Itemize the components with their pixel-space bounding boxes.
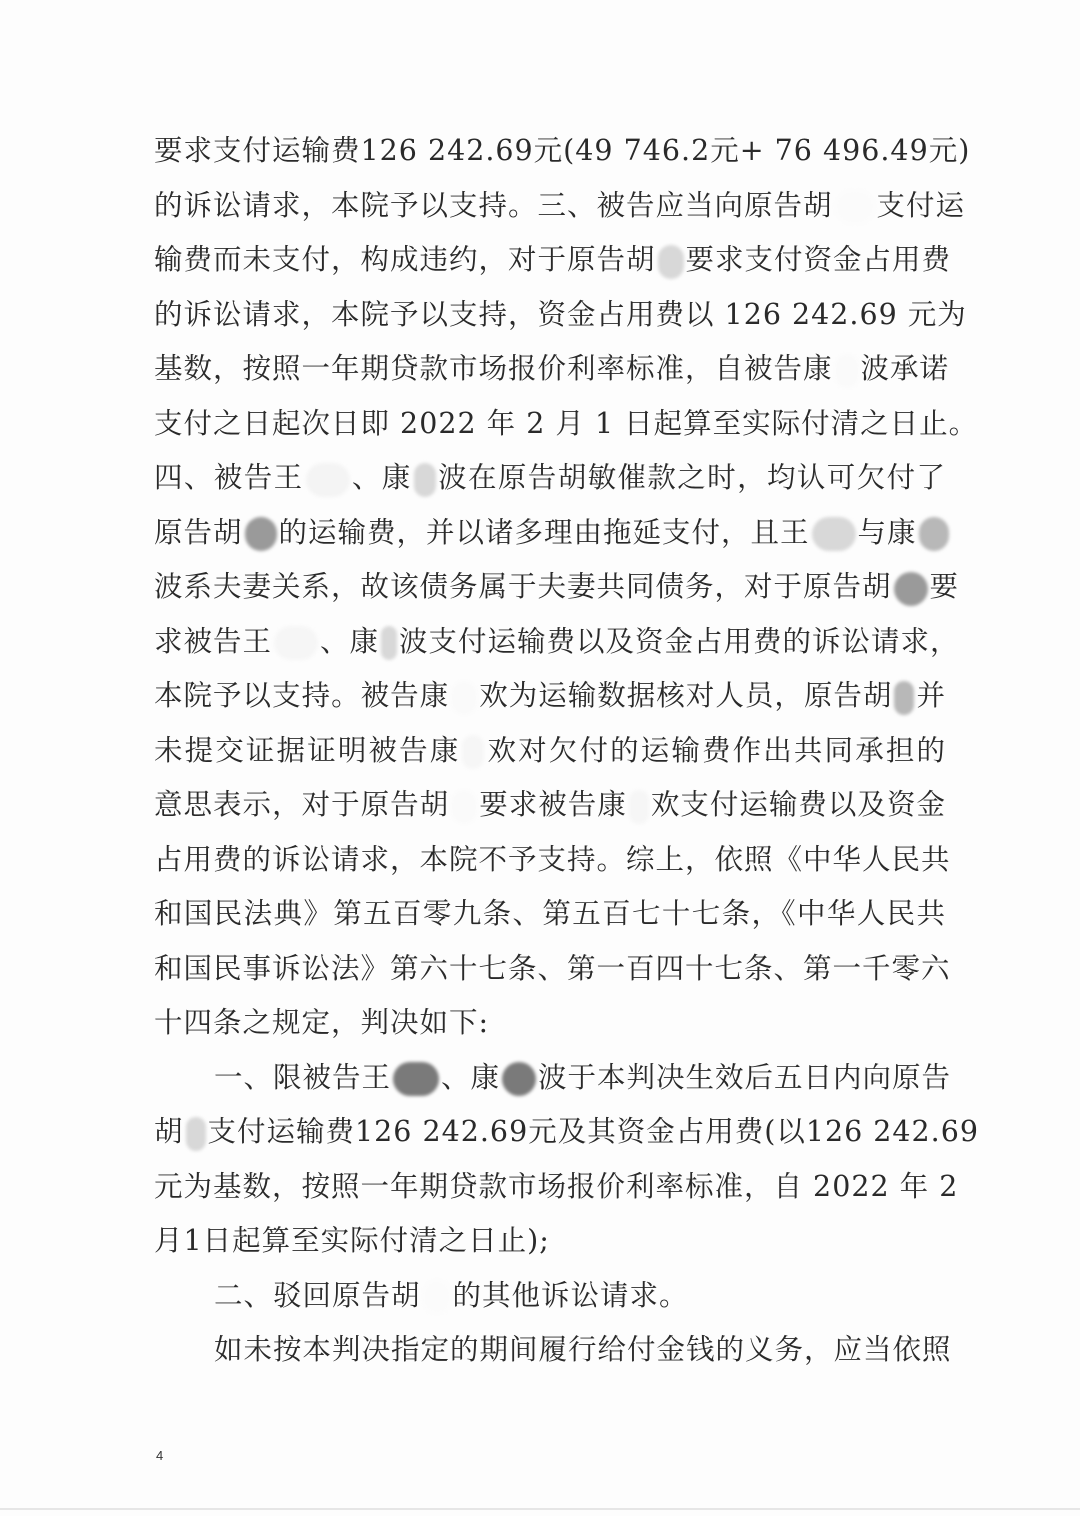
redaction-mark — [658, 245, 684, 279]
redaction-mark — [186, 1117, 206, 1151]
text-line-9: 波系夫妻关系，故该债务属于夫妻共同债务，对于原告胡 要 — [154, 560, 946, 615]
redaction-mark — [919, 517, 949, 551]
text-line-8: 原告胡 的运输费，并以诸多理由拖延支付，且王 与康 — [154, 506, 946, 561]
text-line-7: 四、被告王 、康 波在原告胡敏催款之时，均认可欠付了 — [154, 451, 946, 506]
text-line-13: 意思表示，对于原告胡 要求被告康 欢支付运输费以及资金 — [154, 778, 946, 833]
redaction-mark — [245, 517, 277, 551]
redaction-mark — [381, 626, 397, 660]
text-line-1: 要求支付运输费126 242.69元(49 746.2元+ 76 496.49元) — [154, 134, 971, 167]
judgment-item-2: 二、驳回原告胡 的其他诉讼请求。 — [154, 1269, 946, 1324]
text-line-14: 占用费的诉讼请求，本院不予支持。综上，依照《中华人民共 — [154, 842, 951, 876]
text-line-3: 输费而未支付，构成违约，对于原告胡 要求支付资金占用费 — [154, 233, 946, 288]
redaction-mark — [462, 735, 484, 769]
redaction-mark — [835, 354, 859, 388]
page-bottom-edge — [0, 1508, 1080, 1510]
redaction-mark — [629, 790, 649, 824]
text-line-4: 的诉讼请求，本院予以支持，资金占用费以 126 242.69 元为 — [154, 297, 967, 331]
redaction-mark — [451, 681, 477, 715]
text-line-11: 本院予以支持。被告康 欢为运输数据核对人员，原告胡 并 — [154, 669, 946, 724]
redaction-mark — [423, 1280, 451, 1314]
text-line-16: 和国民事诉讼法》第六十七条、第一百四十七条、第一千零六 — [154, 951, 951, 985]
text-line-15: 和国民法典》第五百零九条、第五百七十七条，《中华人民共 — [154, 897, 946, 930]
redaction-mark — [393, 1062, 439, 1096]
judgment-body — [154, 124, 979, 1378]
text-line-2: 的诉讼请求，本院予以支持。三、被告应当向原告胡 支付运 — [154, 179, 946, 234]
text-line-17: 十四条之规定，判决如下: — [154, 1006, 490, 1039]
judgment-item-1-line-3: 元为基数，按照一年期贷款市场报价利率标准，自 2022 年 2 — [154, 1169, 959, 1203]
page-number: 4 — [156, 1448, 164, 1463]
text-line-final: 如未按本判决指定的期间履行给付金钱的义务，应当依照 — [214, 1333, 952, 1366]
text-line-6: 支付之日起次日即 2022 年 2 月 1 日起算至实际付清之日止。 — [154, 406, 979, 440]
redaction-mark — [274, 626, 318, 660]
redaction-mark — [894, 572, 928, 606]
redaction-mark — [812, 517, 856, 551]
redaction-mark — [502, 1062, 536, 1096]
redaction-mark — [894, 681, 914, 715]
redaction-mark — [306, 463, 350, 497]
text-line-10: 求被告王 、康 波支付运输费以及资金占用费的诉讼请求， — [154, 615, 946, 670]
judgment-item-1-line-2: 胡 支付运输费126 242.69元及其资金占用费(以126 242.69 — [154, 1105, 946, 1160]
text-line-5: 基数，按照一年期贷款市场报价利率标准，自被告康 波承诺 — [154, 342, 946, 397]
redaction-mark — [414, 463, 436, 497]
judgment-item-1-line-4: 月1日起算至实际付清之日止); — [154, 1224, 550, 1257]
text-line-12: 未提交证据证明被告康 欢对欠付的运输费作出共同承担的 — [154, 724, 946, 779]
redaction-mark — [835, 190, 875, 224]
redaction-mark — [451, 790, 477, 824]
judgment-item-1-line-1: 一、限被告王 、康 波于本判决生效后五日内向原告 — [154, 1051, 946, 1106]
